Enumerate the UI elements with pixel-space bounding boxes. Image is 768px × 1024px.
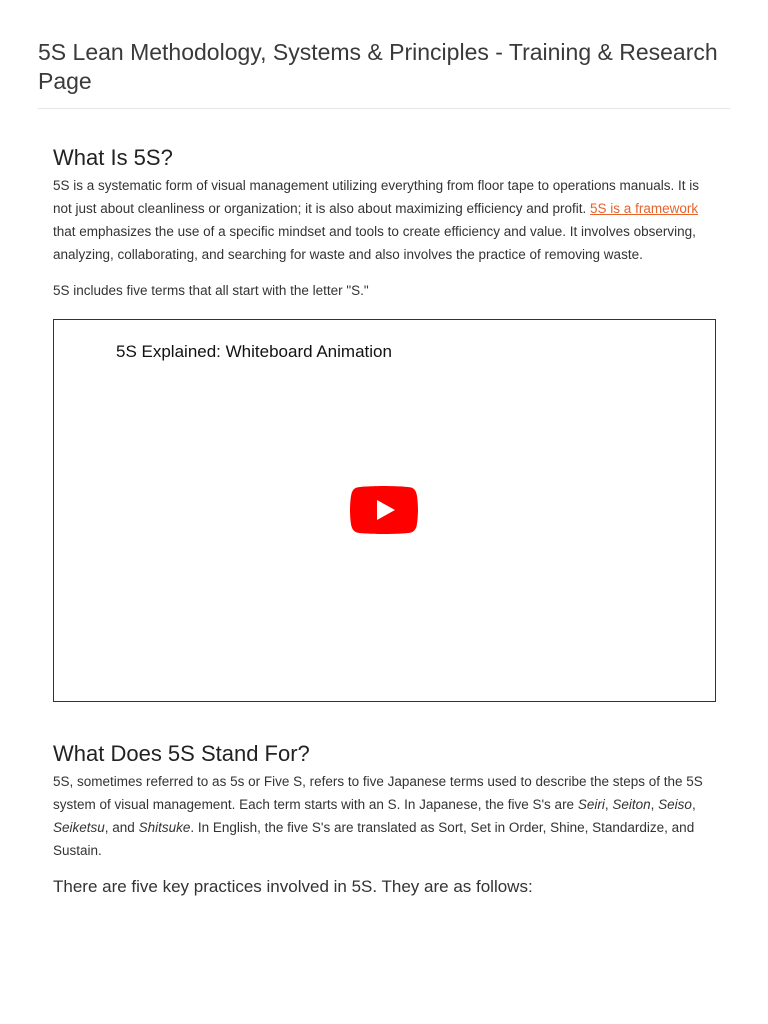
stand-for-text-end: . In English, the five S's are translated as Sort, Set in Order, Shine, Standardize, and Sustain.	[53, 820, 695, 858]
framework-link[interactable]: 5S is a framework	[590, 201, 699, 216]
section-heading-what-does-5s-stand-for: What Does 5S Stand For?	[53, 741, 310, 766]
key-practices-lead: There are five key practices involved in 5S. They are as follows:	[53, 877, 533, 896]
page-title: 5S Lean Methodology, Systems & Principles - Training & Research Page	[38, 39, 718, 94]
intro-text-start: 5S is a systematic form of visual management utilizing everything from floor tape to operations manuals. It is not just about cleanliness or organization; it is also about maximizing efficiency and profit.	[53, 178, 700, 216]
page-header	[38, 38, 730, 109]
term-separator: ,	[604, 797, 613, 812]
video-title[interactable]: 5S Explained: Whiteboard Animation	[116, 342, 392, 361]
term-seiketsu: Seiketsu	[53, 820, 105, 835]
term-separator: , and	[104, 820, 139, 835]
five-terms-paragraph: 5S includes five terms that all start with the letter "S."	[53, 283, 369, 298]
video-embed[interactable]	[53, 319, 716, 702]
term-seiton: Seiton	[612, 797, 651, 812]
stand-for-text-start: 5S, sometimes referred to as 5s or Five S, refers to five Japanese terms used to describe the steps of the 5S system of visual management. Each term starts with an S. In Japanese, the five S's are	[53, 774, 703, 812]
term-seiso: Seiso	[658, 797, 692, 812]
term-shitsuke: Shitsuke	[138, 820, 191, 835]
term-seiri: Seiri	[577, 797, 605, 812]
youtube-play-icon[interactable]	[350, 486, 418, 534]
intro-paragraph	[53, 174, 717, 266]
section-heading-what-is-5s: What Is 5S?	[53, 145, 173, 170]
main-content	[53, 142, 717, 899]
stand-for-paragraph	[53, 770, 717, 862]
intro-text-end: that emphasizes the use of a specific mindset and tools to create efficiency and value. It involves observing, analyzing, collaborating, and searching for waste and also involves the practice of removing waste.	[53, 224, 696, 262]
term-separator: ,	[691, 797, 696, 812]
term-separator: ,	[650, 797, 659, 812]
